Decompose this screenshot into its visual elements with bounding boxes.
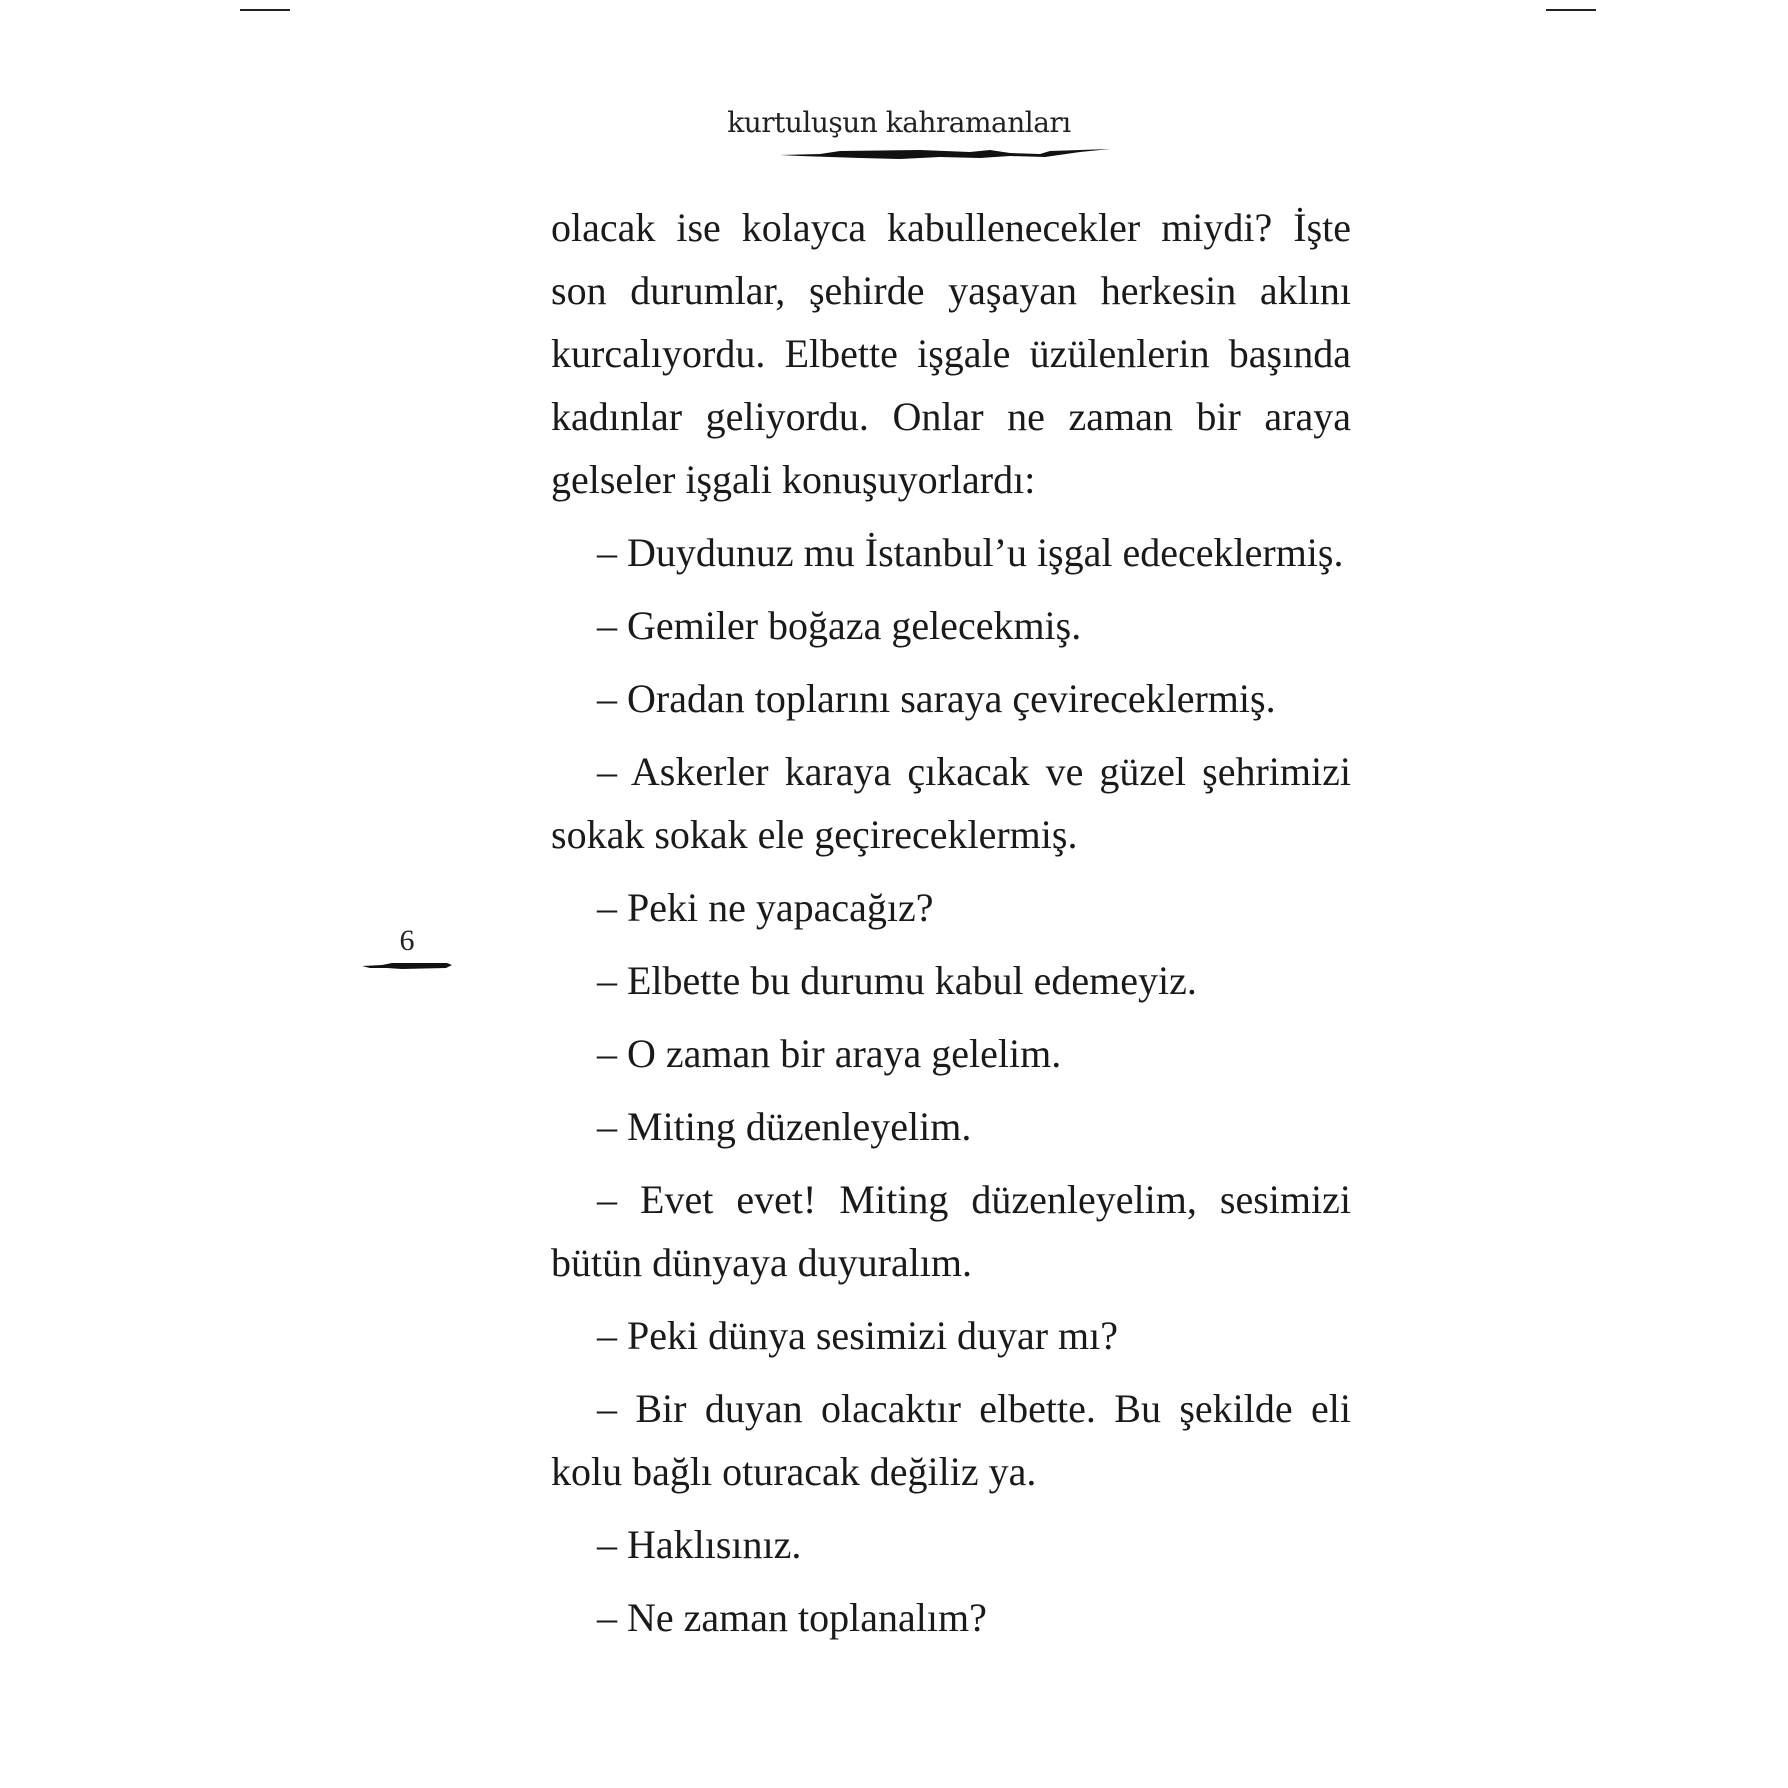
dialog-line: – Oradan toplarını saraya çevireceklermiş. [597, 676, 1276, 721]
dialog-line: – Peki ne yapacağız? [597, 885, 934, 930]
running-title: kurtuluşun kahramanları [727, 106, 1071, 139]
header-flourish-ornament [780, 145, 1110, 163]
dialog-line: – Peki dünya sesimizi duyar mı? [597, 1313, 1119, 1358]
dialog-line: – O zaman bir araya gelelim. [597, 1031, 1062, 1076]
page-number-block [362, 924, 452, 974]
dialog-line: – Elbette bu durumu kabul edemeyiz. [597, 958, 1197, 1003]
paragraph: olacak ise kolayca kabullenecekler miydi? İşte son durumlar, şehirde yaşayan herkesin aklını kurcalıyordu. Elbette işgale üzülenlerin başında kadınlar geliyordu. Onlar ne zaman bir araya gelseler işgali konuşuyorlardı: [551, 205, 1351, 502]
dialog-line: – Ne zaman toplanalım? [597, 1595, 987, 1640]
dialog-line: – Bir duyan olacaktır elbette. Bu şekilde eli kolu bağlı oturacak değiliz ya. [551, 1386, 1351, 1494]
running-header [0, 106, 1788, 139]
body-text [551, 196, 1351, 1659]
dialog-line: – Haklısınız. [597, 1522, 802, 1567]
dialog-line: – Evet evet! Miting düzenleyelim, sesimizi bütün dünyaya duyuralım. [551, 1177, 1351, 1285]
crop-mark-left [240, 9, 290, 11]
dialog-line: – Gemiler boğaza gelecekmiş. [597, 603, 1082, 648]
page-number: 6 [399, 924, 415, 957]
dialog-line: – Duydunuz mu İstanbul’u işgal edeceklermiş. [597, 530, 1344, 575]
crop-mark-right [1546, 9, 1596, 11]
dialog-line: – Miting düzenleyelim. [597, 1104, 972, 1149]
page-number-flourish-ornament [362, 960, 452, 972]
dialog-line: – Askerler karaya çıkacak ve güzel şehrimizi sokak sokak ele geçireceklermiş. [551, 749, 1351, 857]
